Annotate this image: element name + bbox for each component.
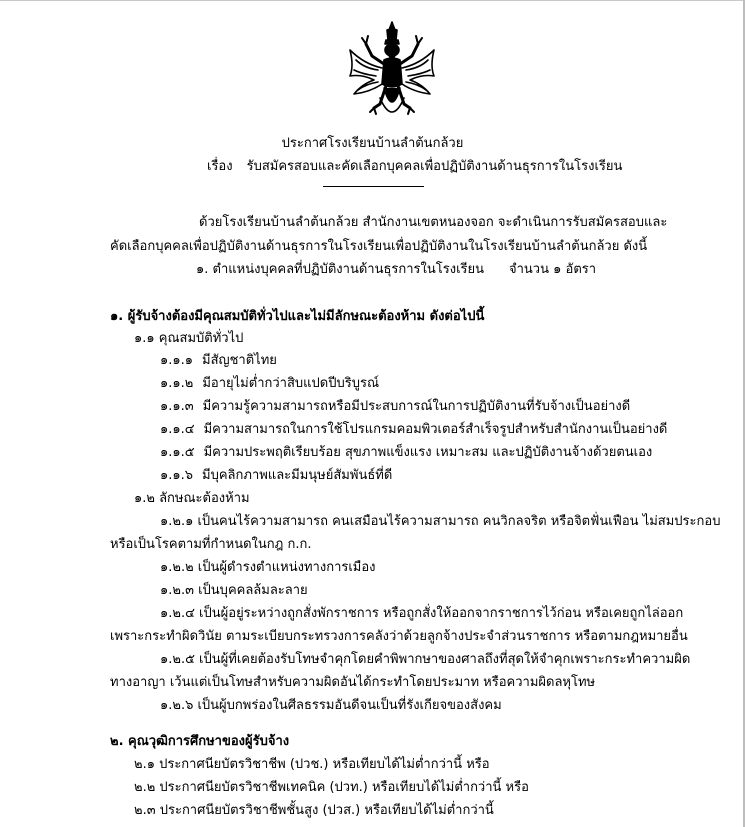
list-item: ๑.๑.๖ มีบุคลิกภาพและมีมนุษย์สัมพันธ์ที่ดี bbox=[160, 468, 393, 483]
list-item: ๑.๑.๓ มีความรู้ความสามารถหรือมีประสบการณ์ในการปฏิบัติงานที่รับจ้างเป็นอย่างดี bbox=[160, 399, 631, 414]
prohibited-item-5-line-1: ๑.๒.๕ เป็นผู้ที่เคยต้องรับโทษจำคุกโดยคำพิพากษาของศาลถึงที่สุดให้จำคุกเพราะกระทำความผิด bbox=[160, 652, 691, 667]
list-item: ๑.๑.๕ มีความประพฤติเรียบร้อย สุขภาพแข็งแรง เหมาะสม และปฏิบัติงานจ้างด้วยตนเอง bbox=[160, 445, 653, 460]
list-item: ๑.๑.๑ มีสัญชาติไทย bbox=[160, 353, 277, 368]
section-1-heading: ๑. ผู้รับจ้างต้องมีคุณสมบัติทั่วไปและไม่มีลักษณะต้องห้าม ดังต่อไปนี้ bbox=[110, 309, 485, 324]
list-item: ๑.๑.๒ มีอายุไม่ต่ำกว่าสิบแปดปีบริบูรณ์ bbox=[160, 376, 379, 391]
position-line: ๑. ตำแหน่งบุคคลที่ปฏิบัติงานด้านธุรการในโรงเรียน bbox=[196, 262, 485, 277]
education-item-1: ๒.๑ ประกาศนียบัตรวิชาชีพ (ปวช.) หรือเทียบได้ไม่ต่ำกว่านี้ หรือ bbox=[134, 757, 490, 772]
general-qualifications-heading: ๑.๑ คุณสมบัติทั่วไป bbox=[134, 331, 244, 346]
garuda-emblem-icon bbox=[344, 20, 440, 128]
prohibited-item-2: ๑.๒.๒ เป็นผู้ดำรงตำแหน่งทางการเมือง bbox=[160, 560, 376, 575]
subject-line bbox=[207, 159, 622, 175]
position-quota: จำนวน ๑ อัตรา bbox=[509, 262, 597, 277]
title-divider bbox=[323, 186, 424, 187]
prohibited-heading: ๑.๒ ลักษณะต้องห้าม bbox=[134, 491, 250, 506]
prohibited-item-5-line-2: ทางอาญา เว้นแต่เป็นโทษสำหรับความผิดอันได้กระทำโดยประมาท หรือความผิดลหุโทษ bbox=[110, 675, 596, 690]
prohibited-item-4-line-2: เพราะกระทำผิดวินัย ตามระเบียบกระทรวงการคลังว่าด้วยลูกจ้างประจำส่วนราชการ หรือตามกฎหมายอื่น bbox=[110, 629, 688, 644]
prohibited-item-1-line-2: หรือเป็นโรคตามที่กำหนดในกฎ ก.ก. bbox=[110, 537, 312, 552]
intro-line-2: คัดเลือกบุคคลเพื่อปฏิบัติงานด้านธุรการในโรงเรียนเพื่อปฏิบัติงานในโรงเรียนบ้านลำต้นกล้วย ดังนี้ bbox=[110, 239, 648, 254]
prohibited-item-4-line-1: ๑.๒.๔ เป็นผู้อยู่ระหว่างถูกสั่งพักราชการ หรือถูกสั่งให้ออกจากราชการไว้ก่อน หรือเคยถูกไล่ออก bbox=[160, 606, 684, 621]
list-item: ๑.๑.๔ มีความสามารถในการใช้โปรแกรมคอมพิวเตอร์สำเร็จรูปสำหรับสำนักงานเป็นอย่างดี bbox=[160, 422, 668, 437]
prohibited-item-6: ๑.๒.๖ เป็นผู้บกพร่องในศีลธรรมอันดีจนเป็นที่รังเกียจของสังคม bbox=[160, 698, 502, 713]
intro-line-1: ด้วยโรงเรียนบ้านลำต้นกล้วย สำนักงานเขตหนองจอก จะดำเนินการรับสมัครสอบและ bbox=[199, 215, 668, 230]
prohibited-item-1-line-1: ๑.๒.๑ เป็นคนไร้ความสามารถ คนเสมือนไร้ความสามารถ คนวิกลจริต หรือจิตฟั่นเฟือน ไม่สมประกอบ bbox=[160, 514, 721, 529]
education-item-2: ๒.๒ ประกาศนียบัตรวิชาชีพเทคนิค (ปวท.) หรือเทียบได้ไม่ต่ำกว่านี้ หรือ bbox=[134, 780, 529, 795]
announcement-title: ประกาศโรงเรียนบ้านลำต้นกล้วย bbox=[281, 136, 464, 151]
subject-text: รับสมัครสอบและคัดเลือกบุคคลเพื่อปฏิบัติงานด้านธุรการในโรงเรียน bbox=[246, 159, 623, 174]
page-top-border bbox=[0, 0, 745, 1]
education-item-3: ๒.๓ ประกาศนียบัตรวิชาชีพชั้นสูง (ปวส.) หรือเทียบได้ไม่ต่ำกว่านี้ bbox=[134, 803, 494, 818]
subject-label: เรื่อง bbox=[207, 159, 233, 174]
section-2-heading: ๒. คุณวุฒิการศึกษาของผู้รับจ้าง bbox=[110, 734, 290, 749]
prohibited-item-3: ๑.๒.๓ เป็นบุคคลล้มละลาย bbox=[160, 583, 308, 598]
